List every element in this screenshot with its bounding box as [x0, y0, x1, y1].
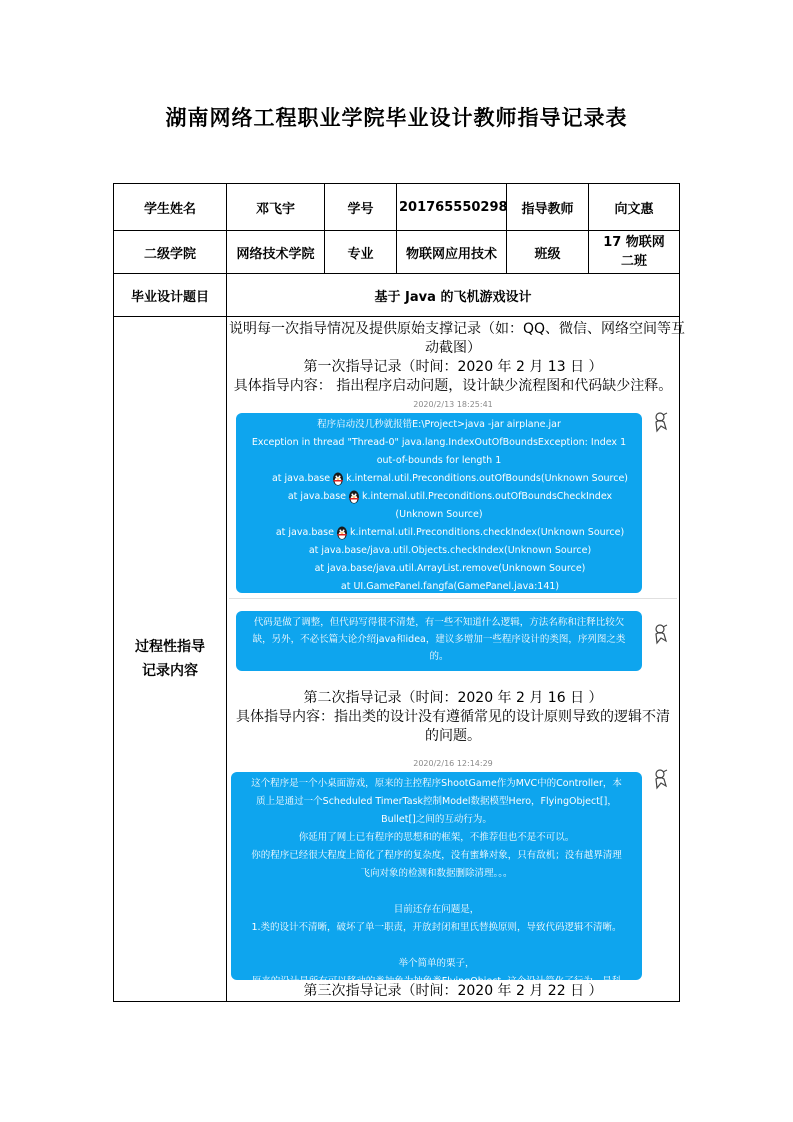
chat-line: 代码是做了调整，但代码写得很不清楚，有一些不知道什么逻辑，方法名称和注释比较欠 — [253, 617, 625, 628]
qq-penguin-icon — [347, 489, 361, 504]
student-id-value: 201765550298 — [397, 184, 507, 231]
chat-timestamp-1: 2020/2/13 18:25:41 — [413, 400, 493, 409]
chat-line: 原来的设计是所有可以移动的类抽象为抽象类FlyingObject, 这个设计简化了行为，是科 — [251, 976, 622, 987]
student-info-row — [114, 184, 680, 231]
chat-screenshot-2 — [229, 611, 677, 683]
process-label-line-2: 记录内容 — [142, 663, 198, 679]
stack-line-2-wrap: (Unknown Source) — [395, 509, 483, 520]
chat-timestamp-3: 2020/2/16 12:14:29 — [413, 759, 493, 768]
teacher-value: 向文惠 — [589, 184, 680, 231]
chat-line: Bullet[]之间的互动行为。 — [381, 814, 492, 825]
first-record-content: 具体指导内容： 指出程序启动问题，设计缺少流程图和代码缺少注释。 — [233, 378, 673, 394]
chat-line: 质上是通过一个Scheduled TimerTask控制Model数据模型Hero，FlyingObject[]， — [256, 796, 617, 807]
chat-screenshot-1 — [229, 399, 677, 595]
process-label — [114, 317, 227, 1002]
chat-message-1 — [236, 413, 642, 593]
chat-line: 缺，另外，不必长篇大论介绍java和idea，建议多增加一些程序设计的类图，序列图之类 — [252, 634, 626, 645]
chat-line: 飞向对象的检测和数据删除清理。。。 — [360, 868, 513, 879]
student-name-label: 学生姓名 — [114, 184, 227, 231]
topic-row — [114, 274, 680, 317]
class-value-line-1: 17 物联网 — [603, 235, 665, 250]
guidance-record-table — [113, 183, 686, 1002]
class-value-line-2: 二班 — [620, 254, 647, 269]
stack-text: at java.base — [287, 491, 346, 502]
major-label: 专业 — [325, 231, 397, 274]
stack-text: at java.base — [275, 527, 334, 538]
college-value: 网络技术学院 — [227, 231, 325, 274]
instruction-note-line-2: 动截图） — [425, 340, 481, 356]
stack-line-2 — [245, 488, 633, 506]
second-record-title: 第二次指导记录（时间：2020 年 2 月 16 日 ） — [303, 690, 603, 706]
second-record-content-line-2: 的问题。 — [425, 728, 481, 744]
second-record-content-line-1: 具体指导内容：指出类的设计没有遵循常见的设计原则导致的逻辑不清 — [236, 709, 670, 725]
process-content — [227, 317, 686, 1002]
chat-line: Exception in thread "Thread-0" java.lang.IndexOutOfBoundsException: Index 1 — [251, 437, 627, 448]
chat-message-3 — [231, 772, 642, 987]
stack-text: k.internal.util.Preconditions.outOfBoundsCheckIndex — [362, 491, 613, 502]
stack-line-3 — [245, 524, 633, 542]
college-info-row — [114, 231, 680, 274]
qq-penguin-icon — [331, 471, 345, 486]
stack-text: k.internal.util.Preconditions.checkIndex(Unknown Source) — [349, 527, 625, 538]
stack-line-1 — [245, 470, 633, 488]
chat-screenshot-3 — [229, 758, 677, 987]
chat-line: 举个简单的栗子， — [398, 958, 475, 969]
topic-label: 毕业设计题目 — [114, 274, 227, 317]
chat-blank-line — [240, 883, 633, 901]
chat-line: 程序启动没几秒就报错E:\Project>java -jar airplane.jar — [317, 419, 561, 430]
document-title: 湖南网络工程职业学院毕业设计教师指导记录表 — [165, 106, 628, 130]
stack-line-6: at UI.GamePanel.fangfa(GamePanel.java:141) — [340, 581, 560, 592]
chat-message-2 — [236, 611, 642, 671]
process-label-line-1: 过程性指导 — [135, 639, 205, 655]
chat-line: 1.类的设计不清晰，破坏了单一职责，开放封闭和里氏替换原则，导致代码逻辑不清晰。 — [251, 922, 622, 933]
third-record-title: 第三次指导记录（时间：2020 年 2 月 22 日 ） — [303, 983, 603, 999]
instruction-note-line-1: 说明每一次指导情况及提供原始支撑记录（如：QQ、微信、网络空间等互 — [229, 321, 686, 337]
chat-line: 的。 — [429, 651, 449, 662]
process-row — [114, 317, 680, 1002]
stack-text: k.internal.util.Preconditions.outOfBounds(Unknown Source) — [346, 473, 629, 484]
chat-line: out-of-bounds for length 1 — [376, 455, 502, 466]
chat-line: 这个程序是一个小桌面游戏，原来的主控程序ShootGame作为MVC中的Controller，本 — [251, 778, 622, 789]
college-label: 二级学院 — [114, 231, 227, 274]
first-record-title: 第一次指导记录（时间：2020 年 2 月 13 日 ） — [303, 359, 603, 375]
student-id-label: 学号 — [325, 184, 397, 231]
stack-text: at java.base — [271, 473, 331, 484]
chat-line: 你的程序已经很大程度上简化了程序的复杂度，没有蜜蜂对象，只有敌机；没有越界清理 — [251, 850, 622, 861]
class-label: 班级 — [507, 231, 589, 274]
stack-line-5: at java.base/java.util.ArrayList.remove(Unknown Source) — [314, 563, 586, 574]
qq-penguin-icon — [335, 525, 349, 540]
class-value — [589, 231, 680, 274]
sender-avatar — [652, 411, 670, 433]
student-name-value: 邓飞宇 — [227, 184, 325, 231]
topic-value: 基于 Java 的飞机游戏设计 — [227, 274, 680, 317]
chat-line: 目前还存在问题是， — [393, 904, 480, 915]
teacher-label: 指导教师 — [507, 184, 589, 231]
sender-avatar — [652, 768, 670, 790]
stack-line-4: at java.base/java.util.Objects.checkIndex(Unknown Source) — [308, 545, 592, 556]
major-value: 物联网应用技术 — [397, 231, 507, 274]
chat-blank-line — [240, 937, 633, 955]
chat-line: 你延用了网上已有程序的思想和的框架，不推荐但也不是不可以。 — [298, 832, 575, 843]
sender-avatar — [652, 623, 670, 645]
